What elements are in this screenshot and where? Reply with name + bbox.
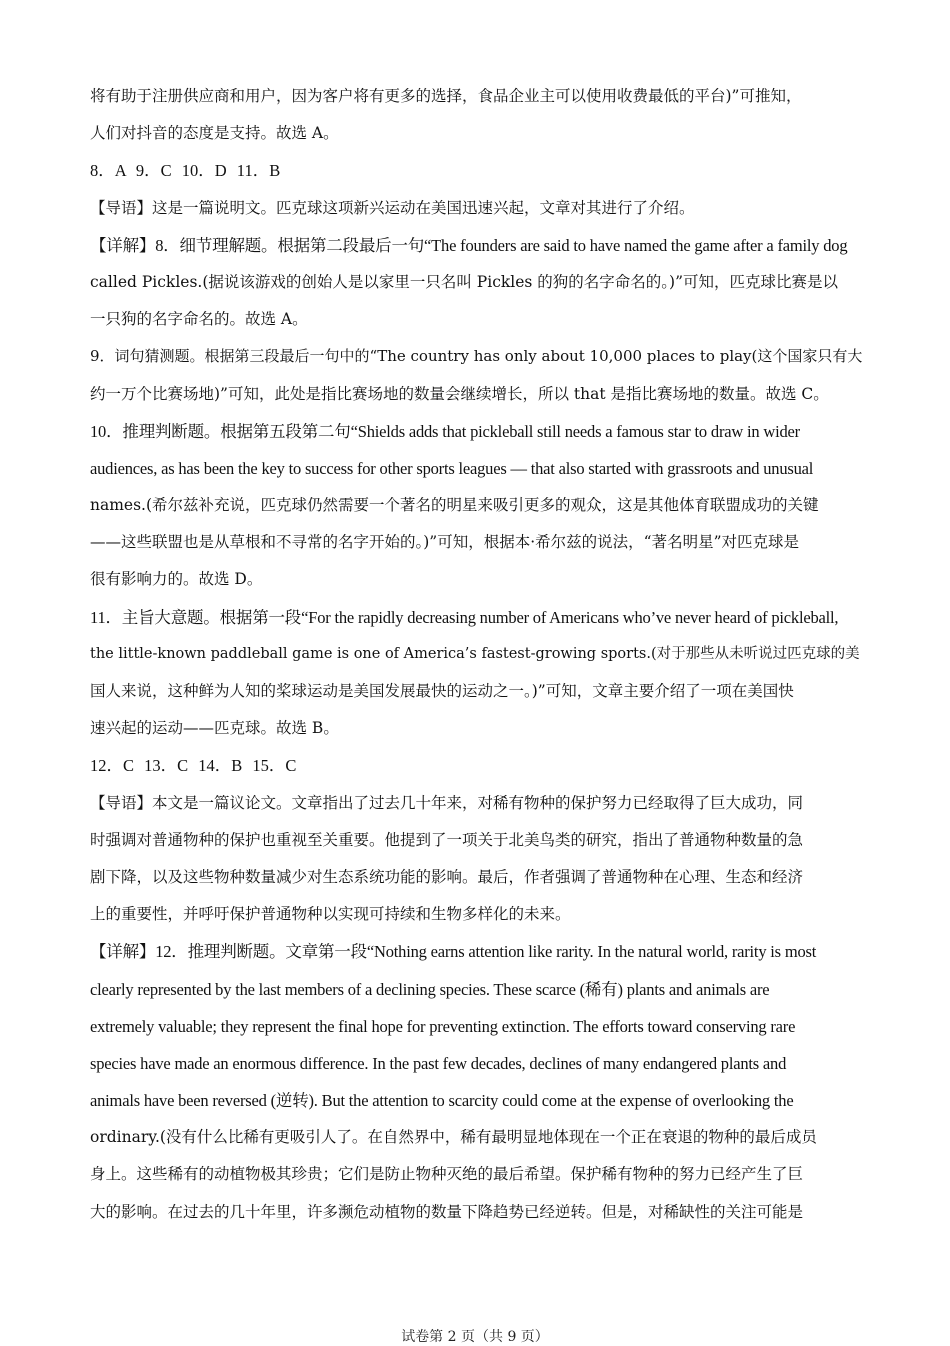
text-line: 9．词句猜测题。根据第三段最后一句中的“The country has only about 10,000 places to play(这个国家只有大 [90, 347, 862, 366]
text-line: ——这些联盟也是从草根和不寻常的名字开始的。)”可知，根据本·希尔兹的说法，“著名明星”对匹克球是 [90, 533, 799, 552]
text-line: animals have been reversed (逆转). But the attention to scarcity could come at the expense of overlooking the [90, 1091, 794, 1111]
text-line: species have made an enormous difference. In the past few decades, declines of many endangered plants and [90, 1053, 787, 1073]
text-line: 10．推理判断题。根据第五段第二句“Shields adds that pickleball still needs a famous star to draw in wider [90, 421, 800, 441]
answer-key-line: 8．A 9．C 10．D 11．B [90, 161, 281, 181]
text-line: 【详解】12．推理判断题。文章第一段“Nothing earns attention like rarity. In the natural world, rarity is most [90, 942, 817, 962]
intro-line: 【导语】本文是一篇议论文。文章指出了过去几十年来，对稀有物种的保护努力已经取得了巨大成功，同 [90, 793, 804, 812]
text-line: 大的影响。在过去的几十年里，许多濒危动植物的数量下降趋势已经逆转。但是，对稀缺性的关注可能是 [90, 1202, 804, 1221]
text-line: 人们对抖音的态度是支持。故选 A。 [90, 124, 339, 143]
text-line: 将有助于注册供应商和用户，因为客户将有更多的选择，食品企业主可以使用收费最低的平台)”可推知， [90, 87, 802, 105]
page-footer: 试卷第 2 页（共 9 页） [401, 1329, 549, 1345]
text-line: 很有影响力的。故选 D。 [90, 570, 263, 589]
text-line: names.(希尔兹补充说，匹克球仍然需要一个著名的明星来吸引更多的观众，这是其他体育联盟成功的关键 [90, 496, 819, 515]
document-body [90, 78, 862, 1231]
answer-key-line: 12．C 13．C 14．B 15．C [90, 756, 297, 776]
text-line: 11．主旨大意题。根据第一段“For the rapidly decreasing number of Americans who’ve never heard of pickleball, [90, 607, 839, 627]
text-line: 【详解】8．细节理解题。根据第二段最后一句“The founders are said to have named the game after a family dog [90, 235, 848, 255]
text-line: called Pickles.(据说该游戏的创始人是以家里一只名叫 Pickles 的狗的名字命名的。)”可知，匹克球比赛是以 [90, 272, 838, 291]
text-line: 时强调对普通物种的保护也重视至关重要。他提到了一项关于北美鸟类的研究，指出了普通物种数量的急 [90, 830, 804, 849]
text-line: 身上。这些稀有的动植物极其珍贵；它们是防止物种灭绝的最后希望。保护稀有物种的努力已经产生了巨 [90, 1165, 804, 1184]
text-line: 国人来说，这种鲜为人知的桨球运动是美国发展最快的运动之一。)”可知，文章主要介绍了一项在美国快 [90, 682, 794, 700]
text-line: audiences, as has been the key to success for other sports leagues — that also started with grassroots and unusual [90, 458, 814, 478]
text-line: 一只狗的名字命名的。故选 A。 [90, 310, 308, 329]
text-line: 速兴起的运动——匹克球。故选 B。 [90, 719, 339, 738]
text-line: 上的重要性，并呼吁保护普通物种以实现可持续和生物多样化的未来。 [90, 905, 571, 924]
text-line: 剧下降，以及这些物种数量减少对生态系统功能的影响。最后，作者强调了普通物种在心理、生态和经济 [90, 867, 804, 886]
text-line: extremely valuable; they represent the final hope for preventing extinction. The efforts toward conserving rare [90, 1016, 796, 1036]
text-line: clearly represented by the last members of a declining species. These scarce (稀有) plants and animals are [90, 979, 770, 999]
text-line: the little-known paddleball game is one of America’s fastest-growing sports.(对于那些从未听说过匹克球的美 [90, 645, 860, 662]
text-line: ordinary.(没有什么比稀有更吸引人了。在自然界中，稀有最明显地体现在一个正在衰退的物种的最后成员 [90, 1128, 817, 1147]
intro-line: 【导语】这是一篇说明文。匹克球这项新兴运动在美国迅速兴起，文章对其进行了介绍。 [90, 198, 695, 217]
text-line: 约一万个比赛场地)”可知，此处是指比赛场地的数量会继续增长，所以 that 是指比赛场地的数量。故选 C。 [90, 384, 829, 403]
